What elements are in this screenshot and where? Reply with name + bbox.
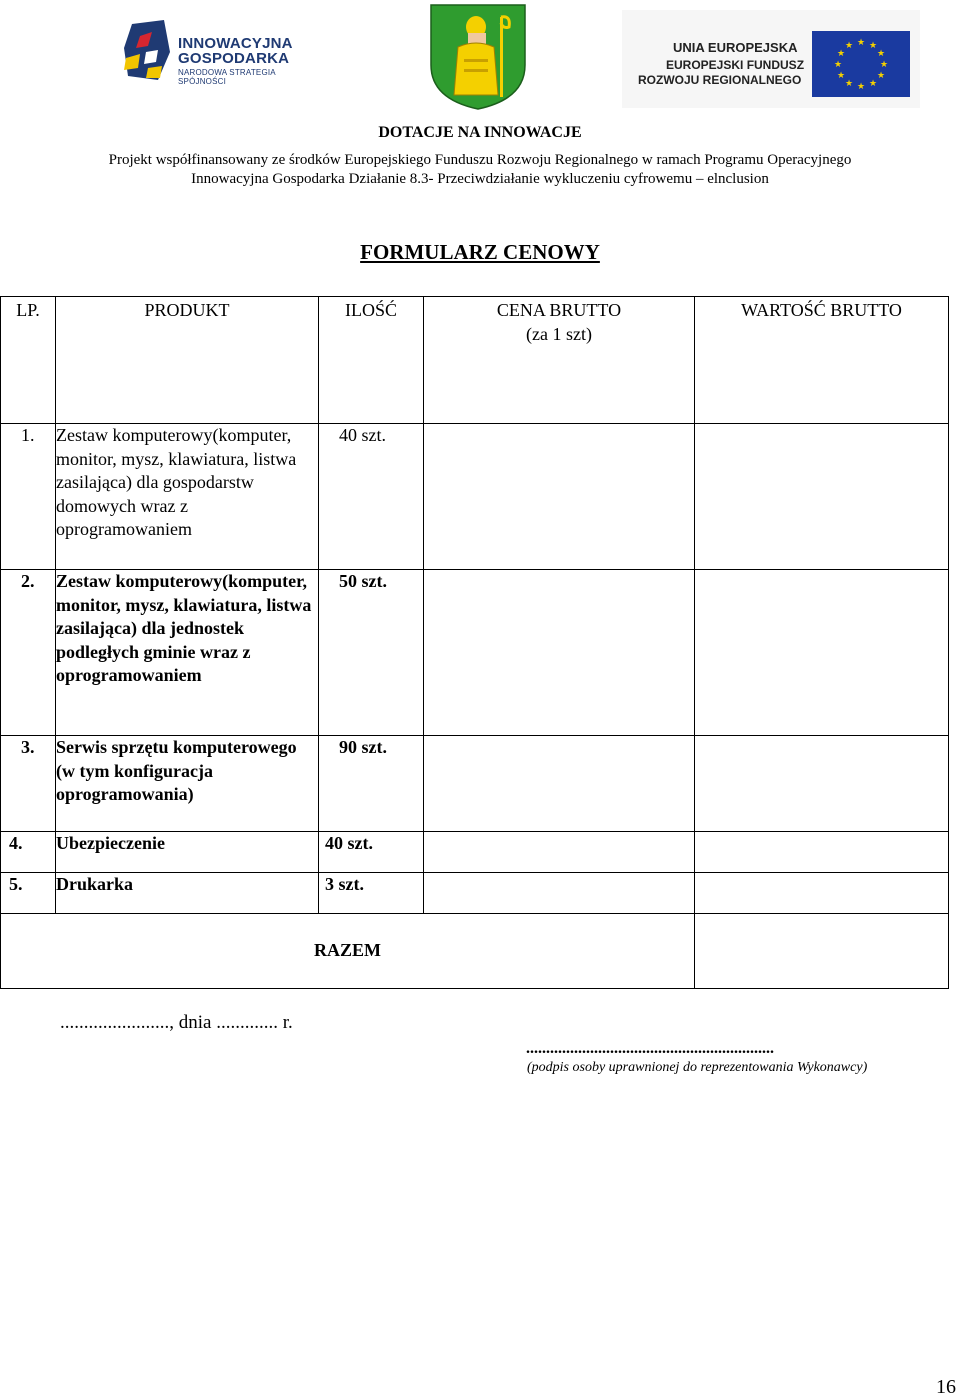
innowacyjna-gospodarka-logo <box>118 18 318 88</box>
header-project-line2: Innowacyjna Gospodarka Działanie 8.3- Przeciwdziałanie wykluczeniu cyfrowemu – elnclusion <box>191 171 769 187</box>
ig-logo-title: INNOWACYJNA GOSPODARKA <box>178 35 293 67</box>
header-project-line1: Projekt współfinansowany ze środków Europejskiego Funduszu Rozwoju Regionalnego w ramach Programu Operacyjnego <box>108 152 852 168</box>
row-quantity: 3 szt. <box>319 873 424 914</box>
row-quantity: 40 szt. <box>319 832 424 873</box>
eu-logo-line2: EUROPEJSKI FUNDUSZ <box>666 58 805 72</box>
row-product: Zestaw komputerowy(komputer, monitor, mysz, klawiatura, listwa zasilająca) dla gospodarstw domowych wraz z oprogramowaniem <box>56 424 319 570</box>
place-date-line: ......................., dnia ............. r. <box>60 1012 293 1033</box>
eu-logo-line1: UNIA EUROPEJSKA <box>673 40 798 55</box>
price-table <box>0 296 949 989</box>
eu-logo-line3: ROZWOJU REGIONALNEGO <box>638 73 802 87</box>
header-unit-price: CENA BRUTTO (za 1 szt) <box>424 297 695 424</box>
svg-text:★: ★ <box>868 41 878 51</box>
table-row <box>1 832 949 873</box>
row-number: 5. <box>1 873 56 914</box>
svg-text:★: ★ <box>833 60 843 70</box>
row-total-value-cell[interactable] <box>695 832 949 873</box>
form-title: FORMULARZ CENOWY <box>360 240 600 264</box>
row-unit-price-cell[interactable] <box>424 873 695 914</box>
row-unit-price-cell[interactable] <box>424 570 695 736</box>
table-row <box>1 570 949 736</box>
eu-flag-icon <box>812 31 910 97</box>
signature-label: (podpis osoby uprawnionej do reprezentowania Wykonawcy) <box>527 1060 868 1075</box>
row-product: Ubezpieczenie <box>56 832 319 873</box>
total-value-cell[interactable] <box>695 914 949 989</box>
row-number: 4. <box>1 832 56 873</box>
svg-text:★: ★ <box>856 82 866 92</box>
svg-text:★: ★ <box>856 38 866 48</box>
signature-line: .............................................................. <box>526 1040 774 1057</box>
header-lp: LP. <box>1 297 56 424</box>
svg-text:★: ★ <box>879 60 889 70</box>
row-total-value-cell[interactable] <box>695 736 949 832</box>
table-row <box>1 424 949 570</box>
ig-logo-mark-icon <box>118 18 178 88</box>
svg-text:★: ★ <box>836 71 846 81</box>
ig-logo-subtitle: NARODOWA STRATEGIA SPÓJNOŚCI <box>178 68 276 86</box>
row-total-value-cell[interactable] <box>695 570 949 736</box>
table-row <box>1 873 949 914</box>
header-product: PRODUKT <box>56 297 319 424</box>
svg-text:★: ★ <box>844 41 854 51</box>
eu-fund-logo <box>622 10 920 108</box>
header-total-value: WARTOŚĆ BRUTTO <box>695 297 949 424</box>
row-product: Drukarka <box>56 873 319 914</box>
svg-text:★: ★ <box>844 79 854 89</box>
row-quantity: 90 szt. <box>319 736 424 832</box>
header-quantity: ILOŚĆ <box>319 297 424 424</box>
row-unit-price-cell[interactable] <box>424 424 695 570</box>
row-product: Serwis sprzętu komputerowego (w tym konfiguracja oprogramowania) <box>56 736 319 832</box>
row-total-value-cell[interactable] <box>695 424 949 570</box>
coat-of-arms-emblem <box>428 3 528 111</box>
svg-text:★: ★ <box>876 71 886 81</box>
total-label: RAZEM <box>1 914 695 989</box>
table-header-row <box>1 297 949 424</box>
table-row <box>1 736 949 832</box>
row-unit-price-cell[interactable] <box>424 832 695 873</box>
row-total-value-cell[interactable] <box>695 873 949 914</box>
row-quantity: 40 szt. <box>319 424 424 570</box>
svg-text:★: ★ <box>836 49 846 59</box>
row-product: Zestaw komputerowy(komputer, monitor, mysz, klawiatura, listwa zasilająca) dla jednostek podległych gminie wraz z oprogramowaniem <box>56 570 319 736</box>
row-number: 3. <box>1 736 56 832</box>
page-number: 16 <box>936 1376 956 1398</box>
header-title: DOTACJE NA INNOWACJE <box>378 124 582 141</box>
svg-text:★: ★ <box>868 79 878 89</box>
row-unit-price-cell[interactable] <box>424 736 695 832</box>
table-total-row <box>1 914 949 989</box>
row-quantity: 50 szt. <box>319 570 424 736</box>
svg-text:★: ★ <box>876 49 886 59</box>
row-number: 2. <box>1 570 56 736</box>
row-number: 1. <box>1 424 56 570</box>
